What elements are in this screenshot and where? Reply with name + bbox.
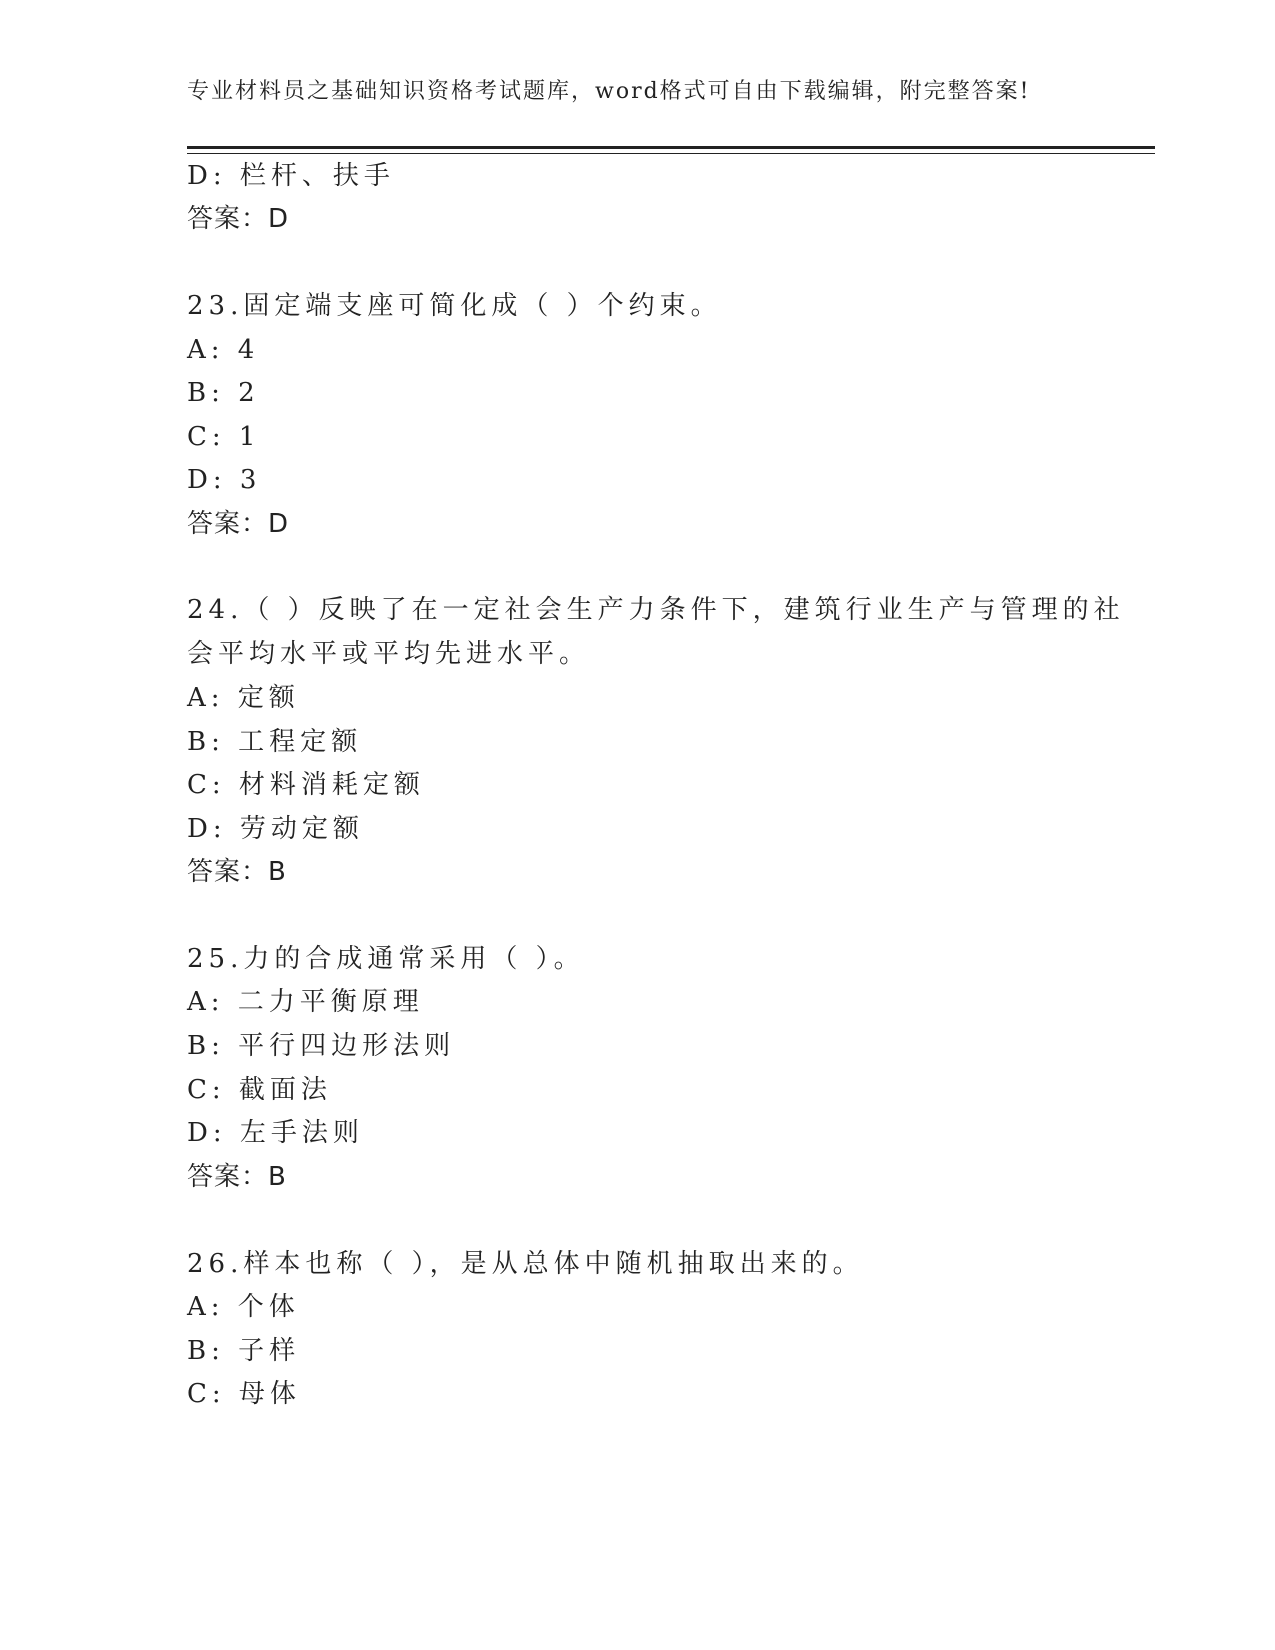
q26-stem: 26.样本也称（ ），是从总体中随机抽取出来的。	[187, 1249, 864, 1279]
q23-option-b: B: 2	[187, 378, 260, 408]
q26-option-c: C: 母体	[187, 1379, 301, 1409]
q25-option-c: C: 截面法	[187, 1075, 332, 1105]
q23-option-d: D: 3	[187, 465, 262, 495]
q26-option-a: A: 个体	[187, 1292, 300, 1322]
q25-answer: 答案：B	[187, 1162, 287, 1192]
q24-option-b: B: 工程定额	[187, 727, 363, 757]
q25-option-d: D: 左手法则	[187, 1118, 364, 1148]
q24-stem-line1: 24.（ ）反映了在一定社会生产力条件下，建筑行业生产与管理的社	[187, 595, 1125, 625]
q24-answer: 答案：B	[187, 857, 287, 887]
prev-answer: 答案：D	[187, 204, 290, 234]
prev-option-d: D: 栏杆、扶手	[187, 161, 395, 191]
header-divider-thin	[187, 153, 1155, 154]
q25-stem: 25.力的合成通常采用（ ）。	[187, 944, 585, 974]
q24-option-c: C: 材料消耗定额	[187, 770, 425, 800]
q25-option-b: B: 平行四边形法则	[187, 1031, 456, 1061]
page-header: 专业材料员之基础知识资格考试题库，word格式可自由下载编辑，附完整答案!	[187, 79, 1031, 104]
q23-option-a: A: 4	[187, 335, 260, 365]
q24-stem-line2: 会平均水平或平均先进水平。	[187, 639, 591, 669]
q26-option-b: B: 子样	[187, 1336, 301, 1366]
q23-stem: 23.固定端支座可简化成（ ）个约束。	[187, 291, 722, 321]
q24-option-d: D: 劳动定额	[187, 814, 364, 844]
q23-answer: 答案：D	[187, 509, 290, 539]
header-divider-thick	[187, 146, 1155, 149]
q25-option-a: A: 二力平衡原理	[187, 987, 424, 1017]
q24-option-a: A: 定额	[187, 683, 300, 713]
q23-option-c: C: 1	[187, 422, 261, 452]
